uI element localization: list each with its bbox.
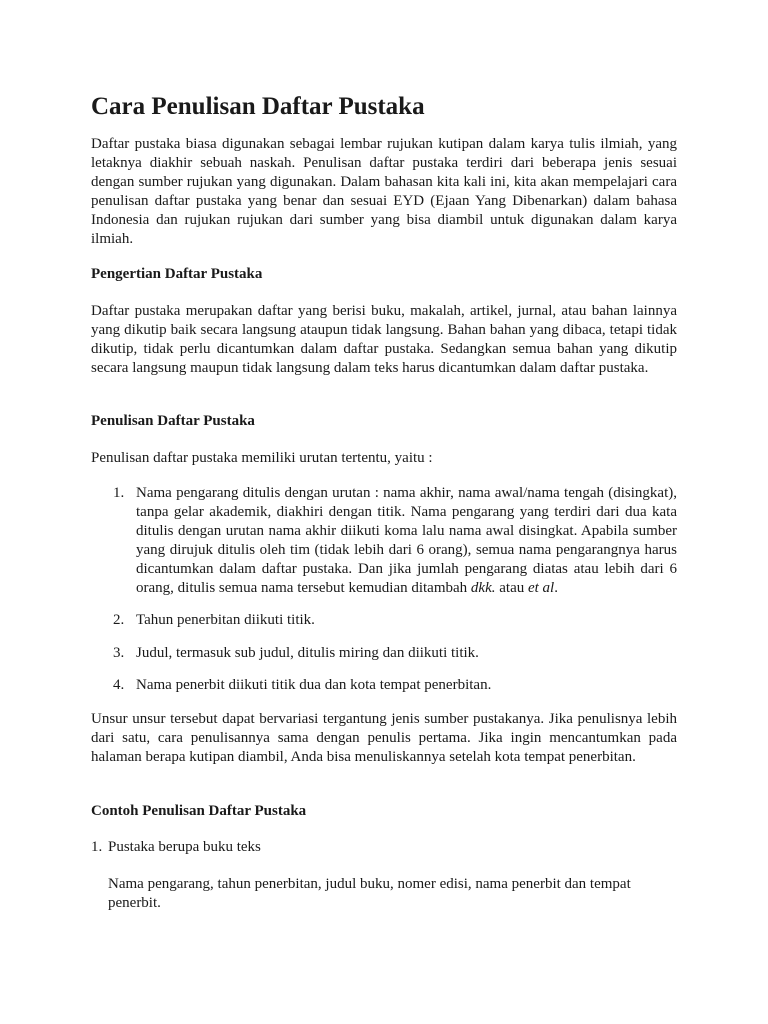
- intro-paragraph: Daftar pustaka biasa digunakan sebagai lembar rujukan kutipan dalam karya tulis ilmiah, yang letaknya diakhir sebuah naskah. Penulisan daftar pustaka terdiri dari beberapa jenis sesuai dengan sumber rujukan yang digunakan. Dalam bahasan kita kali ini, kita akan mempelajari cara penulisan daftar pustaka yang benar dan sesuai EYD (Ejaan Yang Dibenarkan) dalam bahasa Indonesia dan rujukan rujukan dari sumber yang bisa diambil untuk digunakan dalam karya ilmiah.: [91, 136, 677, 247]
- page-title: Cara Penulisan Daftar Pustaka: [91, 93, 425, 120]
- list-number: 1.: [113, 485, 125, 501]
- list-text: [136, 484, 677, 598]
- list-text-end: .: [554, 580, 558, 596]
- list-item: [113, 484, 677, 598]
- list-number: 2.: [113, 612, 125, 628]
- list-text: Nama penerbit diikuti titik dua dan kota tempat penerbitan.: [136, 677, 492, 693]
- list-text: Tahun penerbitan diikuti titik.: [136, 612, 315, 628]
- list-text-main: Nama pengarang ditulis dengan urutan : nama akhir, nama awal/nama tengah (disingkat), tanpa gelar akademik, diakhiri dengan titik. Nama pengarang yang terdiri dari dua kata ditulis dengan urutan nama akhir diikuti koma lalu nama awal disingkat. Apabila sumber yang dirujuk ditulis oleh tim (tidak lebih dari 6 orang), semua nama pengarangnya harus dicantumkan dalam daftar pustaka. Dan jika jumlah pengarang diatas atau lebih dari 6 orang, ditulis semua nama tersebut kemudian ditambah: [136, 485, 677, 596]
- list-item: [113, 644, 677, 663]
- section-heading-pengertian: Pengertian Daftar Pustaka: [91, 266, 263, 282]
- italic-dkk: dkk.: [470, 580, 496, 596]
- list-item: [113, 676, 677, 695]
- list-text: Pustaka berupa buku teks: [108, 839, 261, 855]
- list-item: [91, 838, 677, 857]
- italic-et-al: et al: [527, 580, 555, 596]
- list-text: Judul, termasuk sub judul, ditulis miring dan diikuti titik.: [136, 645, 479, 661]
- list-number: 1.: [91, 839, 103, 855]
- contoh-detail: Nama pengarang, tahun penerbitan, judul buku, nomer edisi, nama penerbit dan tempat penerbit.: [108, 876, 631, 911]
- list-number: 3.: [113, 645, 125, 661]
- list-item: [113, 611, 677, 630]
- list-text-mid: atau: [495, 580, 528, 596]
- section-heading-contoh: Contoh Penulisan Daftar Pustaka: [91, 803, 307, 819]
- pengertian-paragraph: Daftar pustaka merupakan daftar yang berisi buku, makalah, artikel, jurnal, atau bahan lainnya yang dikutip baik secara langsung ataupun tidak langsung. Bahan bahan yang dibaca, tetapi tidak dikutip, tidak perlu dicantumkan dalam daftar pustaka. Sedangkan semua bahan yang dikutip secara langsung maupun tidak langsung dalam teks harus dicantumkan dalam daftar pustaka.: [91, 303, 677, 376]
- list-number: 4.: [113, 677, 125, 693]
- unsur-paragraph: Unsur unsur tersebut dapat bervariasi tergantung jenis sumber pustakanya. Jika penulisnya lebih dari satu, cara penulisannya sama dengan penulis pertama. Jika ingin mencantumkan pada halaman berapa kutipan diambil, Anda bisa menuliskannya setelah kota tempat penerbitan.: [91, 711, 677, 765]
- penulisan-intro: Penulisan daftar pustaka memiliki urutan tertentu, yaitu :: [91, 450, 433, 466]
- section-heading-penulisan: Penulisan Daftar Pustaka: [91, 413, 255, 429]
